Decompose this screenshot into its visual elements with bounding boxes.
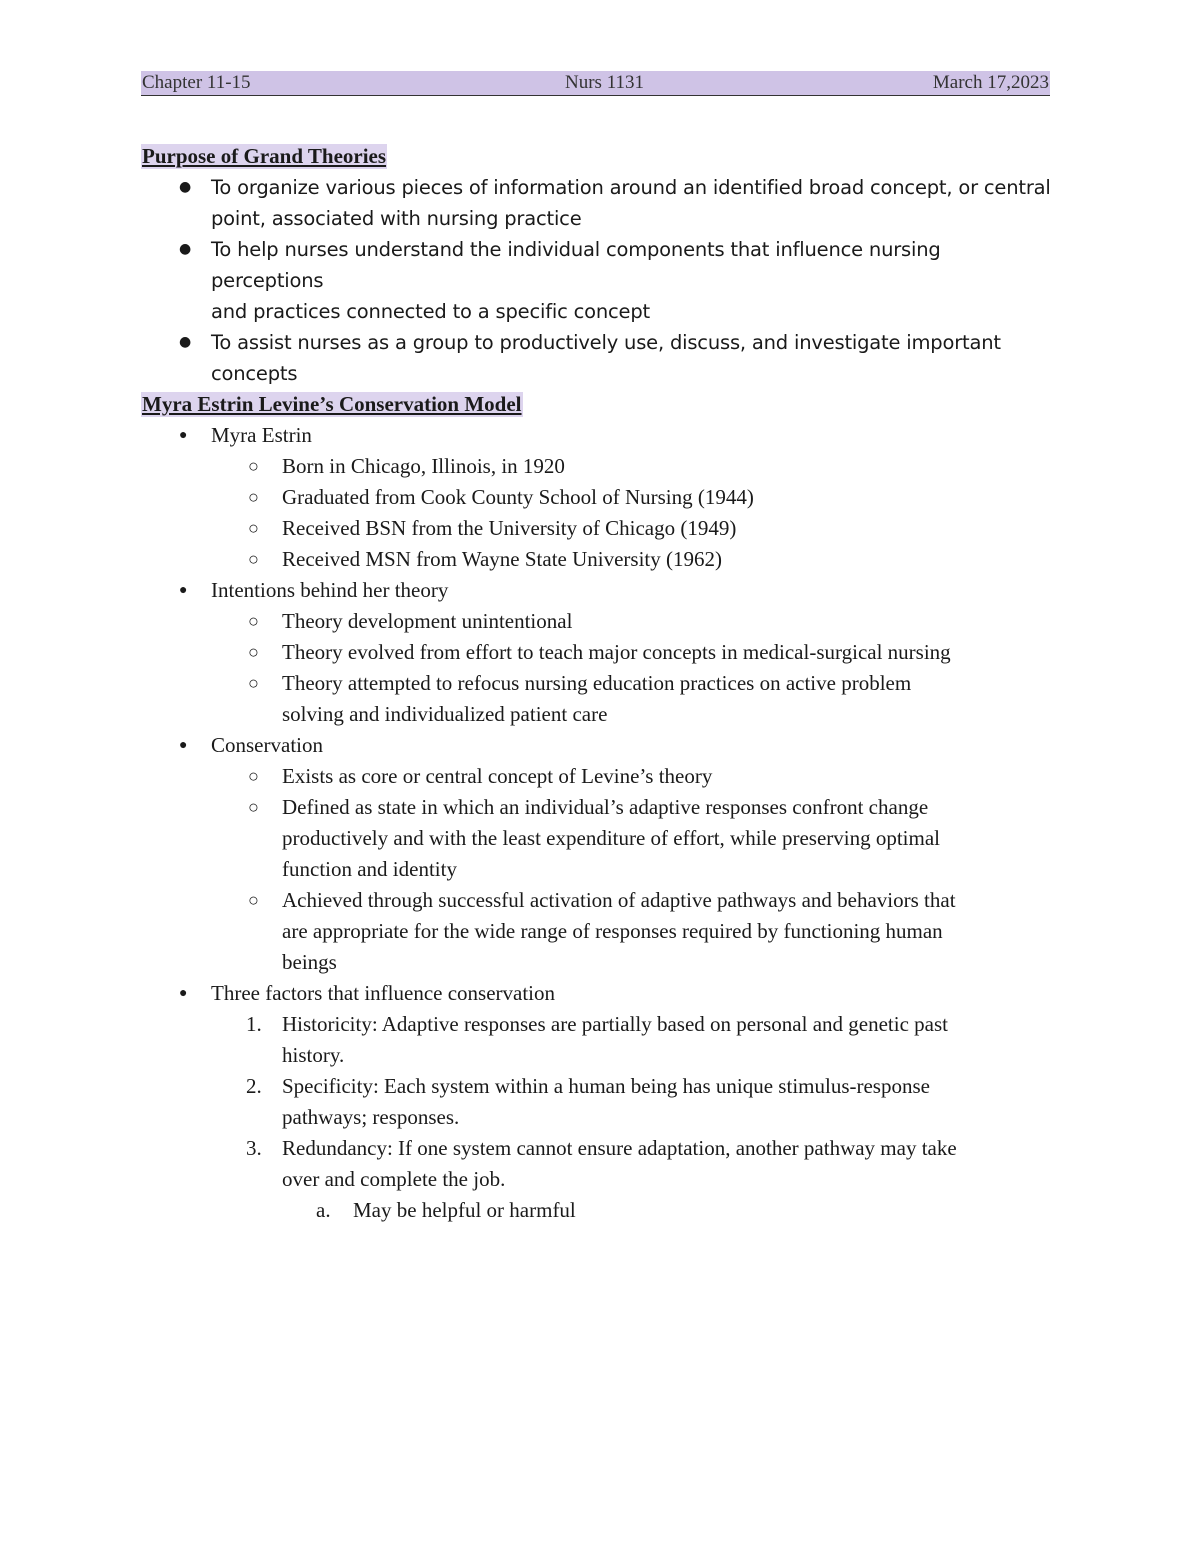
header-chapter: Chapter 11-15: [142, 72, 251, 93]
list-item-label: Intentions behind her theory: [211, 578, 449, 602]
page-header: [141, 71, 1050, 96]
list-item: [141, 420, 1051, 451]
bullet-marker: ●: [179, 738, 188, 753]
list-item-line: To organize various pieces of information around an identified broad concept, or central: [211, 176, 1051, 199]
bullet-marker: ●: [179, 583, 188, 598]
circle-marker: ○: [248, 673, 259, 693]
bullet-list: [141, 420, 1051, 1226]
list-item-line: Received MSN from Wayne State University (1962): [282, 547, 722, 571]
circle-marker: ○: [248, 518, 259, 538]
circle-marker: ○: [248, 549, 259, 569]
lettered-list-item: [141, 1195, 1051, 1226]
bullet-list: [141, 172, 1051, 389]
list-item-label: Conservation: [211, 733, 323, 757]
list-item-line: solving and individualized patient care: [282, 702, 608, 726]
sub-list-item: [141, 513, 1051, 544]
list-item-line: are appropriate for the wide range of responses required by functioning human: [282, 919, 943, 943]
list-item-line: Received BSN from the University of Chicago (1949): [282, 516, 737, 540]
circle-marker: ○: [248, 487, 259, 507]
list-number: 3.: [246, 1136, 262, 1160]
sub-list-item: [141, 606, 1051, 637]
numbered-list-item: [141, 1009, 1051, 1071]
list-item: [141, 575, 1051, 606]
list-item-line: Redundancy: If one system cannot ensure adaptation, another pathway may take: [282, 1136, 957, 1160]
list-item-line: Theory attempted to refocus nursing education practices on active problem: [282, 671, 912, 695]
numbered-list-item: [141, 1071, 1051, 1133]
header-course: Nurs 1131: [565, 72, 644, 93]
numbered-list-item: [141, 1133, 1051, 1195]
list-item-line: function and identity: [282, 857, 457, 881]
list-item-line: pathways; responses.: [282, 1105, 460, 1129]
list-item: [141, 978, 1051, 1009]
circle-marker: ○: [248, 890, 259, 910]
list-item-line: over and complete the job.: [282, 1167, 506, 1191]
sub-list-item: [141, 792, 1051, 885]
section-heading: Purpose of Grand Theories: [142, 144, 387, 168]
sub-list-item: [141, 482, 1051, 513]
section-levine-model: [141, 389, 1051, 1226]
list-number: 2.: [246, 1074, 262, 1098]
section-grand-theories: [141, 141, 1051, 389]
list-item-line: To help nurses understand the individual components that influence nursing perceptions: [211, 238, 941, 292]
list-item: [141, 730, 1051, 761]
list-item-line: and practices connected to a specific concept: [211, 300, 650, 323]
list-item-line: To assist nurses as a group to productively use, discuss, and investigate important: [211, 331, 1001, 354]
document-body: [141, 141, 1051, 1226]
sub-list-item: [141, 761, 1051, 792]
sub-list-item: [141, 668, 1051, 730]
list-item-line: Born in Chicago, Illinois, in 1920: [282, 454, 565, 478]
list-item-label: Three factors that influence conservation: [211, 981, 556, 1005]
list-item: [141, 172, 1051, 234]
sub-list-item: [141, 637, 1051, 668]
list-item: [141, 234, 1051, 327]
bullet-marker: ●: [179, 179, 192, 195]
list-item-line: beings: [282, 950, 337, 974]
sub-list-item: [141, 885, 1051, 978]
circle-marker: ○: [248, 456, 259, 476]
bullet-marker: ●: [179, 428, 188, 443]
list-item-line: productively and with the least expenditure of effort, while preserving optimal: [282, 826, 941, 850]
list-item: [141, 327, 1051, 389]
bullet-marker: ●: [179, 986, 188, 1001]
header-date: March 17,2023: [932, 72, 1049, 93]
list-item-label: Myra Estrin: [211, 423, 312, 447]
circle-marker: ○: [248, 766, 259, 786]
list-item-line: Exists as core or central concept of Levine’s theory: [282, 764, 713, 788]
list-item-line: Graduated from Cook County School of Nursing (1944): [282, 485, 754, 509]
sub-list-item: [141, 451, 1051, 482]
list-item-line: Achieved through successful activation of adaptive pathways and behaviors that: [282, 888, 956, 912]
circle-marker: ○: [248, 797, 259, 817]
list-item-line: Theory evolved from effort to teach major concepts in medical-surgical nursing: [282, 640, 951, 664]
sub-list-item: [141, 544, 1051, 575]
list-item-line: point, associated with nursing practice: [211, 207, 582, 230]
bullet-marker: ●: [179, 241, 192, 257]
list-item-line: May be helpful or harmful: [353, 1198, 576, 1222]
list-item-line: Specificity: Each system within a human being has unique stimulus-response: [282, 1074, 930, 1098]
list-item-line: Theory development unintentional: [282, 609, 573, 633]
list-item-line: concepts: [211, 362, 298, 385]
bullet-marker: ●: [179, 334, 192, 350]
section-heading: Myra Estrin Levine’s Conservation Model: [142, 392, 522, 416]
list-item-line: Historicity: Adaptive responses are partially based on personal and genetic past: [282, 1012, 948, 1036]
list-item-line: history.: [282, 1043, 345, 1067]
list-item-line: Defined as state in which an individual’s adaptive responses confront change: [282, 795, 929, 819]
circle-marker: ○: [248, 642, 259, 662]
circle-marker: ○: [248, 611, 259, 631]
list-number: 1.: [246, 1012, 262, 1036]
list-letter: a.: [316, 1198, 331, 1222]
